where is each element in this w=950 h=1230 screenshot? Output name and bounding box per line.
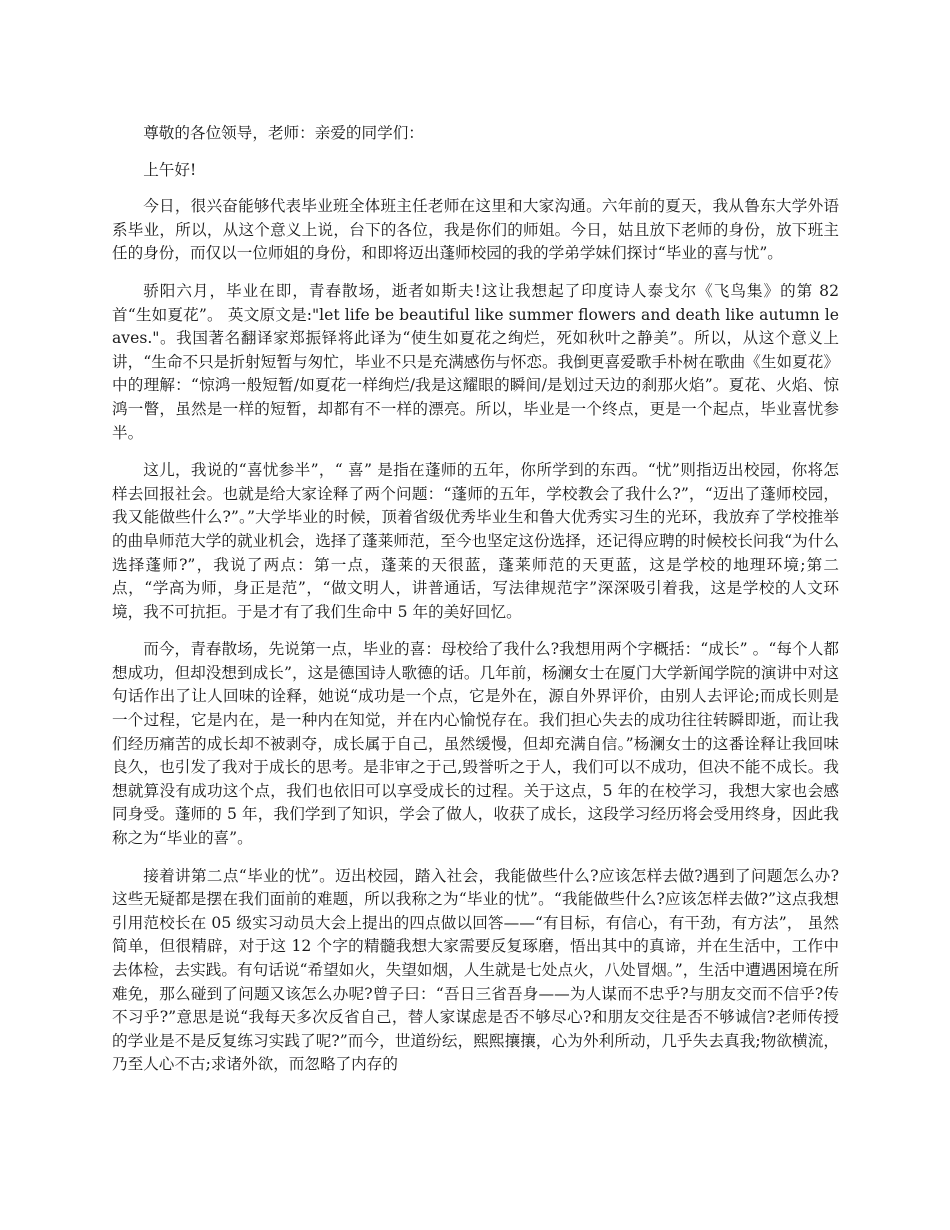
greeting: 上午好!	[143, 160, 197, 179]
document-body	[112, 122, 839, 1091]
paragraph-growth: 而今，青春散场，先说第一点，毕业的喜：母校给了我什么?我想用两个字概括：“成长” 。“每个人都想成功，但却没想到成长”，这是德国诗人歌德的话。几年前，杨澜女士在厦门大学新闻学院的演讲中对这句话作出了让人回味的诠释，她说“成功是一个点，它是外在，源自外界评价，由别人去评论;而成长则是一个过程，它是内在，是一种内在知觉，并在内心愉悦存在。我们担心失去的成功往往转瞬即逝，而让我们经历痛苦的成长却不被剥夺，成长属于自己，虽然缓慢，但却充满自信。”杨澜女士的这番诠释让我回味良久，也引发了我对于成长的思考。是非审之于己,毁誉听之于人，我们可以不成功，但决不能不成长。我想就算没有成功这个点，我们也依旧可以享受成长的过程。关于这点，5 年的在校学习，我想大家也会感同身受。蓬师的 5 年，我们学到了知识，学会了做人，收获了成长，这段学习经历将会受用终身，因此我称之为“毕业的喜”。	[112, 640, 839, 848]
paragraph-introduction: 今日，很兴奋能够代表毕业班全体班主任老师在这里和大家沟通。六年前的夏天，我从鲁东大学外语系毕业，所以，从这个意义上说，台下的各位，我是你们的师姐。今日，姑且放下老师的身份，放下班主任的身份，而仅以一位师姐的身份，和即将迈出蓬师校园的我的学弟学妹们探讨“毕业的喜与忧”。	[112, 197, 839, 263]
paragraph-graduation-worry: 接着讲第二点“毕业的忧”。迈出校园，踏入社会，我能做些什么?应该怎样去做?遇到了问题怎么办?这些无疑都是摆在我们面前的难题，所以我称之为“毕业的忧”。“我能做些什么?应该怎样去做?”这点我想引用范校长在 05 级实习动员大会上提出的四点做以回答——“有目标，有信心，有干劲，有方法”， 虽然简单，但很精辟，对于这 12 个字的精髓我想大家需要反复琢磨，悟出其中的真谛，并在生活中，工作中去体检，去实践。有句话说“希望如火，失望如烟，人生就是七处点火，八处冒烟。”，生活中遭遇困境在所难免，那么碰到了问题又该怎么办呢?曾子曰：“吾日三省吾身——为人谋而不忠乎?与朋友交而不信乎?传不习乎?”意思是说“我每天多次反省自己，替人家谋虑是否不够尽心?和朋友交往是否不够诚信?老师传授的学业是不是反复练习实践了呢?”而今，世道纷纭，熙熙攘攘，心为外利所动，几乎失去真我;物欲横流，乃至人心不古;求诸外欲，而忽略了内存的	[112, 866, 839, 1074]
salutation: 尊敬的各位领导，老师：亲爱的同学们：	[143, 124, 424, 142]
paragraph-summer-flowers: 骄阳六月，毕业在即，青春散场，逝者如斯夫!这让我想起了印度诗人泰戈尔《飞鸟集》的第 82 首“生如夏花”。 英文原文是:"let life be beautiful like summer flowers and death like autumn leaves."。我国著名翻译家郑振铎将此译为“使生如夏花之绚烂，死如秋叶之静美”。所以，从这个意义上讲，“生命不只是折射短暂与匆忙，毕业不只是充满感伤与怀恋。我倒更喜爱歌手朴树在歌曲《生如夏花》中的理解：“惊鸿一般短暂/如夏花一样绚烂/我是这耀眼的瞬间/是划过天边的刹那火焰”。夏花、火焰、惊鸿一瞥，虽然是一样的短暂，却都有不一样的漂亮。所以，毕业是一个终点，更是一个起点，毕业喜忧参半。	[112, 281, 839, 442]
paragraph-joy-and-worry: 这儿，我说的“喜忧参半”，“ 喜” 是指在蓬师的五年，你所学到的东西。“忧”则指迈出校园，你将怎样去回报社会。也就是给大家诠释了两个问题：“蓬师的五年，学校教会了我什么?”，“迈出了蓬师校园，我又能做些什么?”。”大学毕业的时候，顶着省级优秀毕业生和鲁大优秀实习生的光环，我放弃了学校推举的曲阜师范大学的就业机会，选择了蓬莱师范，至今也坚定这份选择，还记得应聘的时候校长问我“为什么选择蓬师?”，我说了两点：第一点，蓬莱的天很蓝，蓬莱师范的天更蓝，这是学校的地理环境;第二点，“学高为师，身正是范”，“做文明人，讲普通话，写法律规范字”深深吸引着我，这是学校的人文环境，我不可抗拒。于是才有了我们生命中 5 年的美好回忆。	[112, 461, 839, 621]
